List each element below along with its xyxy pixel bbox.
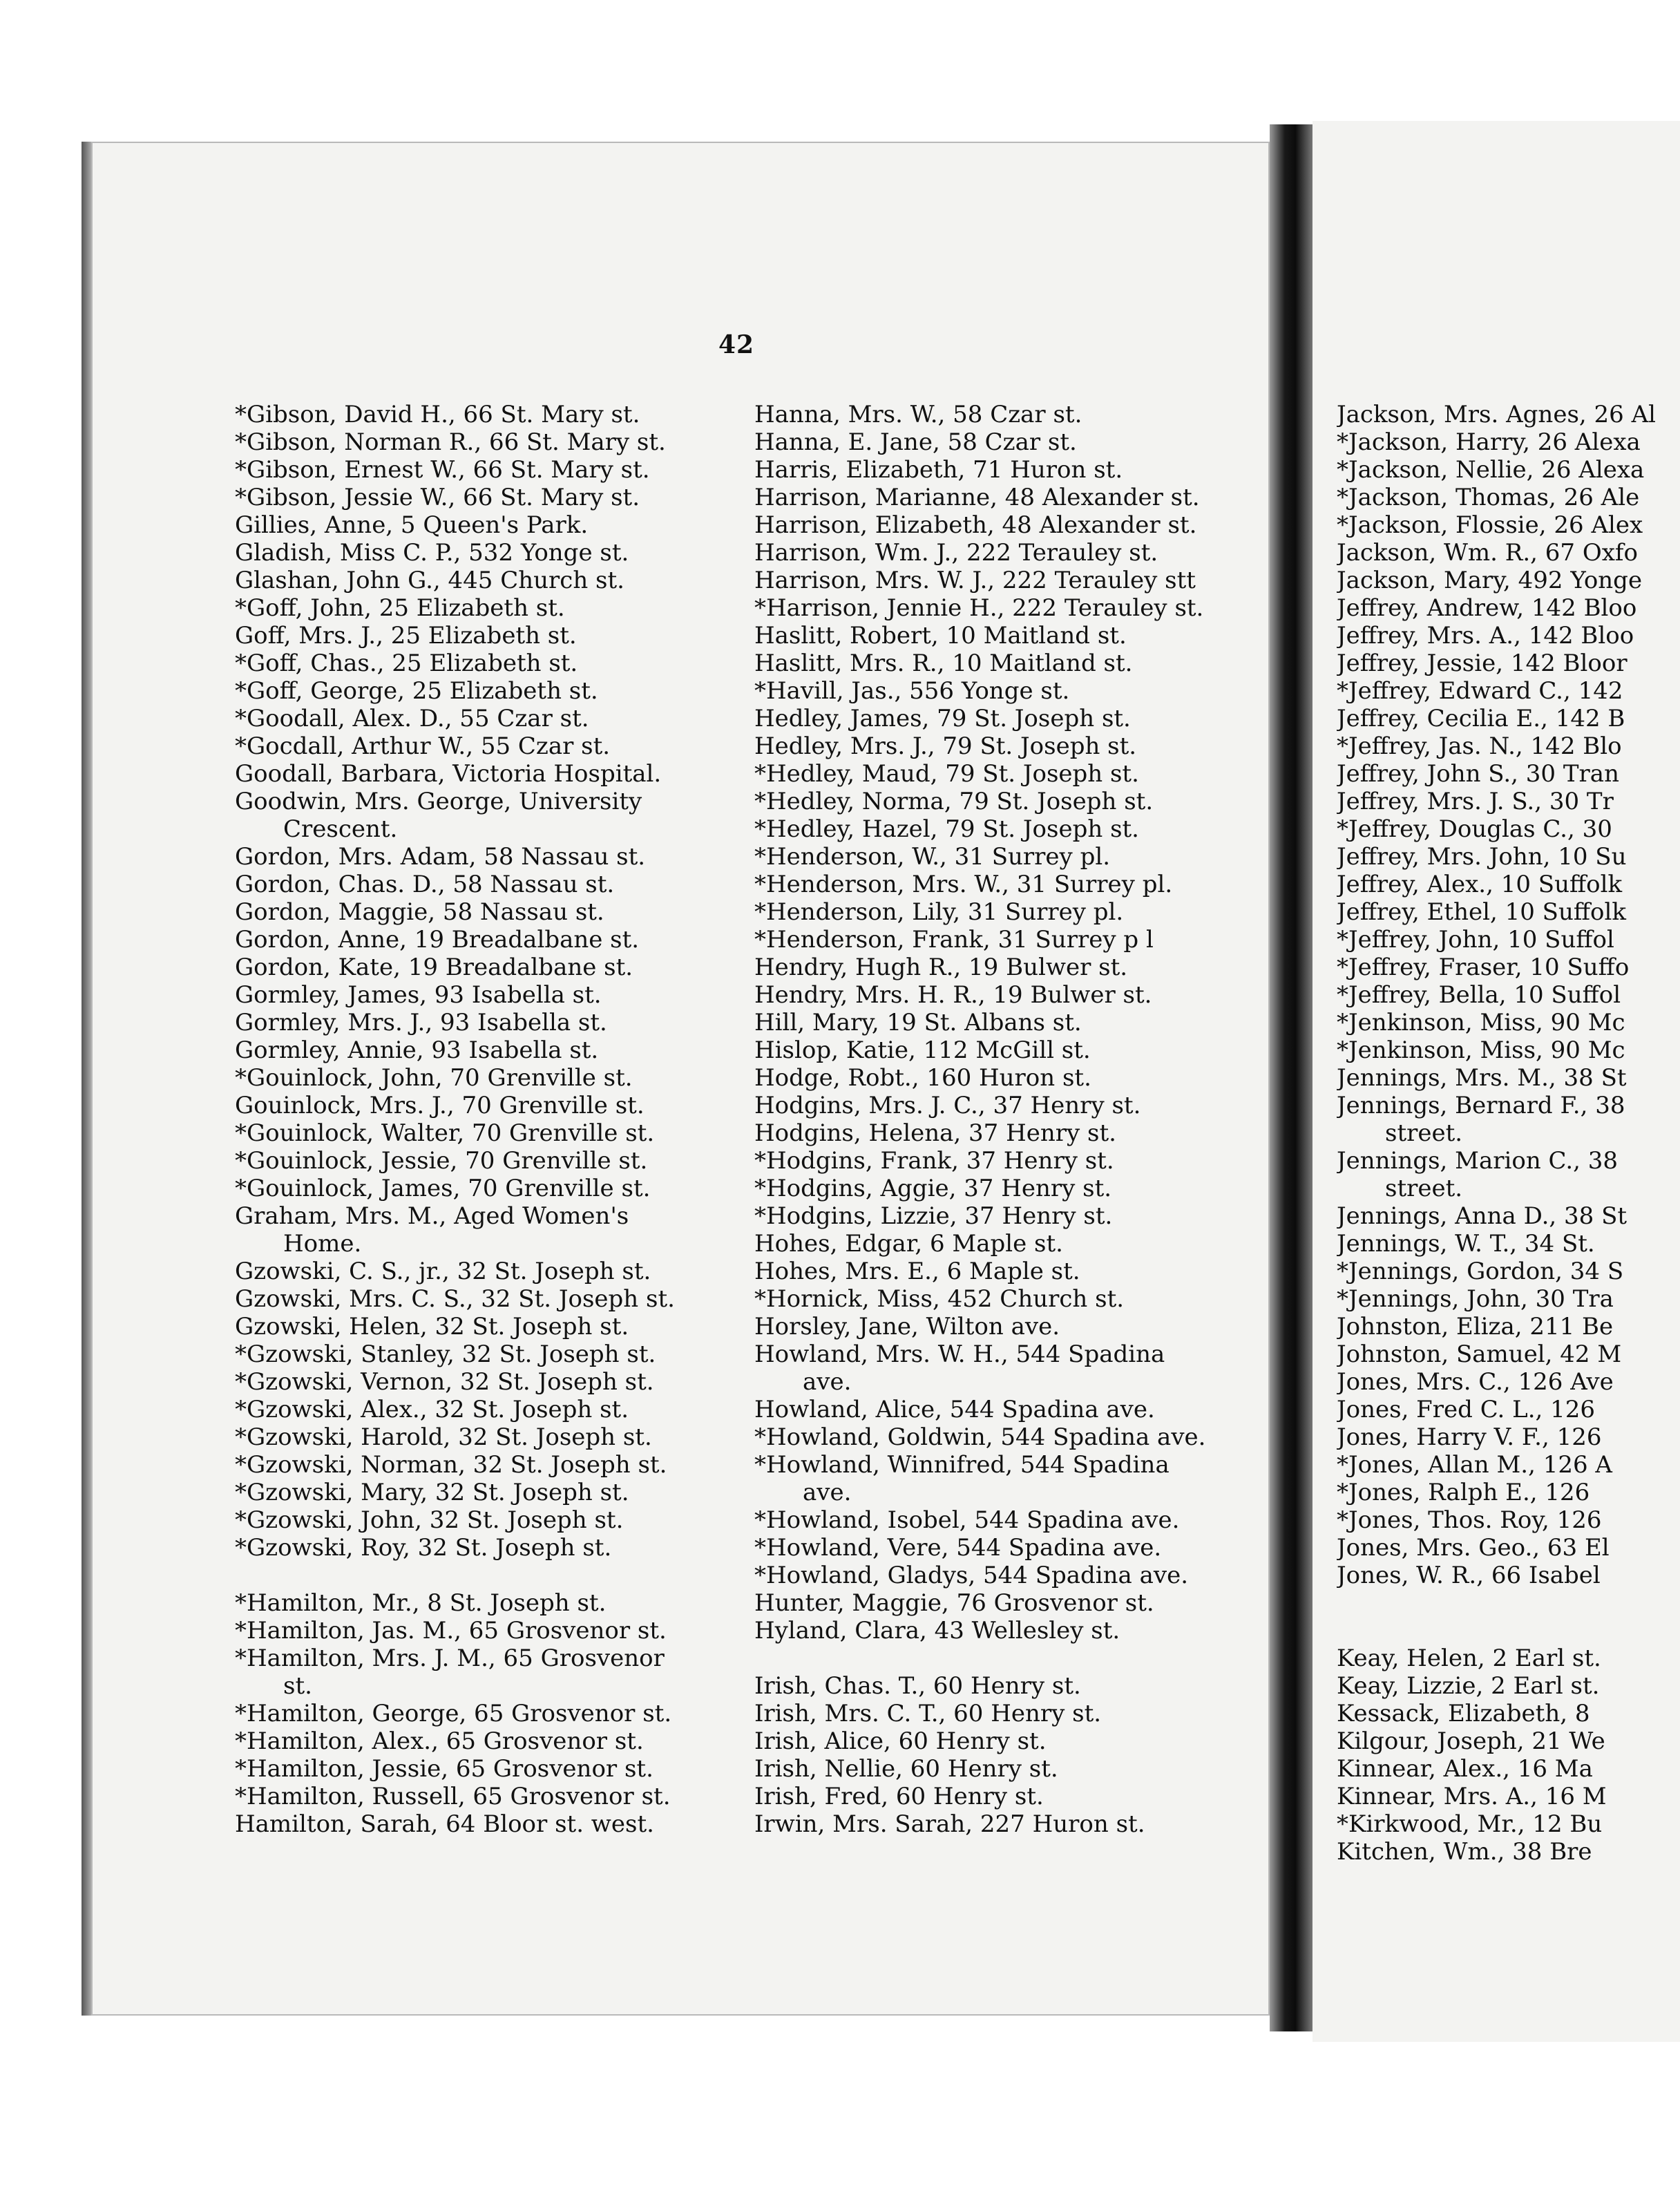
directory-entry: Gzowski, Helen, 32 St. Joseph st. — [235, 1313, 629, 1340]
directory-entry: Jeffrey, Alex., 10 Suffolk — [1337, 871, 1623, 898]
directory-entry: Jennings, Marion C., 38 — [1337, 1147, 1619, 1175]
directory-entry: *Jones, Ralph E., 126 — [1337, 1479, 1590, 1506]
directory-entry: Gormley, Annie, 93 Isabella st. — [235, 1036, 599, 1064]
directory-entry: *Gouinlock, John, 70 Grenville st. — [235, 1064, 633, 1092]
directory-entry: Gillies, Anne, 5 Queen's Park. — [235, 511, 589, 539]
directory-entry: Keay, Lizzie, 2 Earl st. — [1337, 1672, 1600, 1700]
directory-entry: Jeffrey, Mrs. A., 142 Bloo — [1337, 622, 1634, 650]
directory-entry: *Goodall, Alex. D., 55 Czar st. — [235, 705, 589, 732]
directory-entry: Hohes, Mrs. E., 6 Maple st. — [754, 1258, 1080, 1285]
directory-entry: *Hedley, Hazel, 79 St. Joseph st. — [754, 815, 1139, 843]
directory-entry: Kinnear, Mrs. A., 16 M — [1337, 1783, 1607, 1810]
directory-entry: Irwin, Mrs. Sarah, 227 Huron st. — [754, 1810, 1145, 1838]
directory-entry: *Henderson, W., 31 Surrey pl. — [754, 843, 1111, 871]
directory-entry: *Jeffrey, Douglas C., 30 — [1337, 815, 1612, 843]
directory-entry: Gordon, Mrs. Adam, 58 Nassau st. — [235, 843, 646, 871]
directory-entry: *Jenkinson, Miss, 90 Mc — [1337, 1009, 1625, 1036]
directory-entry: Gzowski, Mrs. C. S., 32 St. Joseph st. — [235, 1285, 675, 1313]
directory-entry: *Jennings, Gordon, 34 S — [1337, 1258, 1624, 1285]
directory-entry: *Kirkwood, Mr., 12 Bu — [1337, 1810, 1603, 1838]
directory-entry: Haslitt, Mrs. R., 10 Maitland st. — [754, 650, 1133, 677]
directory-entry: *Jones, Allan M., 126 A — [1337, 1451, 1612, 1479]
directory-entry: *Hodgins, Aggie, 37 Henry st. — [754, 1175, 1112, 1202]
directory-entry: *Hedley, Norma, 79 St. Joseph st. — [754, 788, 1154, 815]
directory-entry: Goodwin, Mrs. George, University — [235, 788, 642, 815]
directory-entry: *Hamilton, George, 65 Grosvenor st. — [235, 1700, 672, 1727]
directory-entry: Hendry, Mrs. H. R., 19 Bulwer st. — [754, 981, 1152, 1009]
directory-entry: Jennings, Bernard F., 38 — [1337, 1092, 1625, 1119]
directory-entry: Jackson, Wm. R., 67 Oxfo — [1337, 539, 1638, 567]
directory-entry: Kessack, Elizabeth, 8 — [1337, 1700, 1590, 1727]
directory-entry: *Gzowski, Stanley, 32 St. Joseph st. — [235, 1340, 656, 1368]
directory-entry: *Gzowski, Roy, 32 St. Joseph st. — [235, 1534, 612, 1562]
directory-entry: Hedley, Mrs. J., 79 St. Joseph st. — [754, 732, 1137, 760]
directory-entry: Howland, Mrs. W. H., 544 Spadina — [754, 1340, 1165, 1368]
directory-entry: Jeffrey, Mrs. J. S., 30 Tr — [1337, 788, 1614, 815]
directory-entry-continuation: street. — [1385, 1119, 1463, 1147]
directory-entry: *Jackson, Harry, 26 Alexa — [1337, 428, 1641, 456]
directory-entry: Jeffrey, Ethel, 10 Suffolk — [1337, 898, 1626, 926]
directory-entry: *Gzowski, John, 32 St. Joseph st. — [235, 1506, 624, 1534]
directory-entry: *Jeffrey, John, 10 Suffol — [1337, 926, 1614, 954]
directory-entry: Harrison, Wm. J., 222 Terauley st. — [754, 539, 1158, 567]
directory-entry: Irish, Alice, 60 Henry st. — [754, 1727, 1047, 1755]
section-gap — [1337, 1589, 1680, 1617]
directory-entry: *Howland, Gladys, 544 Spadina ave. — [754, 1562, 1189, 1589]
directory-entry: Irish, Chas. T., 60 Henry st. — [754, 1672, 1081, 1700]
directory-entry: Kinnear, Alex., 16 Ma — [1337, 1755, 1593, 1783]
directory-entry: Kitchen, Wm., 38 Bre — [1337, 1838, 1592, 1866]
directory-column-left — [235, 401, 675, 1838]
directory-entry: *Gocdall, Arthur W., 55 Czar st. — [235, 732, 611, 760]
directory-entry: Jennings, W. T., 34 St. — [1337, 1230, 1595, 1258]
section-gap — [235, 1562, 675, 1589]
directory-entry: *Howland, Isobel, 544 Spadina ave. — [754, 1506, 1180, 1534]
directory-entry: *Goff, John, 25 Elizabeth st. — [235, 594, 565, 622]
directory-entry: *Hamilton, Alex., 65 Grosvenor st. — [235, 1727, 644, 1755]
directory-entry-continuation: ave. — [803, 1368, 852, 1396]
directory-entry: Irish, Mrs. C. T., 60 Henry st. — [754, 1700, 1102, 1727]
directory-entry: Gormley, James, 93 Isabella st. — [235, 981, 602, 1009]
directory-entry: *Jenkinson, Miss, 90 Mc — [1337, 1036, 1625, 1064]
directory-entry: Hanna, Mrs. W., 58 Czar st. — [754, 401, 1082, 428]
directory-entry: Harrison, Mrs. W. J., 222 Terauley stt — [754, 567, 1196, 594]
directory-entry: Haslitt, Robert, 10 Maitland st. — [754, 622, 1127, 650]
directory-entry: *Hodgins, Lizzie, 37 Henry st. — [754, 1202, 1113, 1230]
directory-entry: *Hodgins, Frank, 37 Henry st. — [754, 1147, 1114, 1175]
directory-entry: *Gibson, Jessie W., 66 St. Mary st. — [235, 484, 640, 511]
directory-entry: *Gzowski, Harold, 32 St. Joseph st. — [235, 1423, 652, 1451]
directory-entry: *Jeffrey, Fraser, 10 Suffo — [1337, 954, 1630, 981]
directory-entry: *Goff, George, 25 Elizabeth st. — [235, 677, 598, 705]
directory-entry: Hendry, Hugh R., 19 Bulwer st. — [754, 954, 1128, 981]
directory-entry: *Jeffrey, Jas. N., 142 Blo — [1337, 732, 1622, 760]
directory-entry: Jeffrey, John S., 30 Tran — [1337, 760, 1619, 788]
directory-entry: *Howland, Goldwin, 544 Spadina ave. — [754, 1423, 1206, 1451]
directory-entry: *Gouinlock, Walter, 70 Grenville st. — [235, 1119, 655, 1147]
directory-entry: *Hamilton, Mrs. J. M., 65 Grosvenor — [235, 1645, 665, 1672]
directory-entry: Irish, Nellie, 60 Henry st. — [754, 1755, 1058, 1783]
directory-entry: Gormley, Mrs. J., 93 Isabella st. — [235, 1009, 607, 1036]
directory-entry: *Hornick, Miss, 452 Church st. — [754, 1285, 1125, 1313]
directory-entry: Jennings, Anna D., 38 St — [1337, 1202, 1628, 1230]
directory-entry: Hunter, Maggie, 76 Grosvenor st. — [754, 1589, 1154, 1617]
directory-entry: *Gzowski, Norman, 32 St. Joseph st. — [235, 1451, 667, 1479]
directory-entry: *Jennings, John, 30 Tra — [1337, 1285, 1614, 1313]
directory-entry: Jeffrey, Andrew, 142 Bloo — [1337, 594, 1637, 622]
directory-entry-continuation: ave. — [803, 1479, 852, 1506]
directory-entry: *Hamilton, Jas. M., 65 Grosvenor st. — [235, 1617, 667, 1645]
directory-entry: Gzowski, C. S., jr., 32 St. Joseph st. — [235, 1258, 651, 1285]
directory-entry: Howland, Alice, 544 Spadina ave. — [754, 1396, 1155, 1423]
directory-entry: Jeffrey, Cecilia E., 142 B — [1337, 705, 1625, 732]
directory-entry: *Gouinlock, Jessie, 70 Grenville st. — [235, 1147, 648, 1175]
directory-entry: *Henderson, Mrs. W., 31 Surrey pl. — [754, 871, 1173, 898]
directory-entry: *Howland, Vere, 544 Spadina ave. — [754, 1534, 1162, 1562]
directory-entry: *Jones, Thos. Roy, 126 — [1337, 1506, 1602, 1534]
directory-entry: Graham, Mrs. M., Aged Women's — [235, 1202, 629, 1230]
directory-entry: Kilgour, Joseph, 21 We — [1337, 1727, 1605, 1755]
directory-entry: Jackson, Mrs. Agnes, 26 Al — [1337, 401, 1657, 428]
directory-entry: Harrison, Marianne, 48 Alexander st. — [754, 484, 1200, 511]
directory-entry: Glashan, John G., 445 Church st. — [235, 567, 624, 594]
directory-entry: *Jackson, Nellie, 26 Alexa — [1337, 456, 1645, 484]
directory-entry: Johnston, Samuel, 42 M — [1337, 1340, 1622, 1368]
directory-entry: Jennings, Mrs. M., 38 St — [1337, 1064, 1627, 1092]
directory-entry: *Gouinlock, James, 70 Grenville st. — [235, 1175, 651, 1202]
directory-entry: Harris, Elizabeth, 71 Huron st. — [754, 456, 1123, 484]
directory-entry: *Jackson, Thomas, 26 Ale — [1337, 484, 1640, 511]
directory-entry: Jones, Fred C. L., 126 — [1337, 1396, 1596, 1423]
directory-entry: Gordon, Maggie, 58 Nassau st. — [235, 898, 604, 926]
directory-entry: *Hamilton, Russell, 65 Grosvenor st. — [235, 1783, 671, 1810]
directory-entry: Johnston, Eliza, 211 Be — [1337, 1313, 1614, 1340]
directory-entry: Keay, Helen, 2 Earl st. — [1337, 1645, 1601, 1672]
directory-entry: *Havill, Jas., 556 Yonge st. — [754, 677, 1070, 705]
section-gap — [1337, 1617, 1680, 1645]
directory-entry: Jones, W. R., 66 Isabel — [1337, 1562, 1601, 1589]
directory-entry: *Jeffrey, Bella, 10 Suffol — [1337, 981, 1621, 1009]
directory-entry: *Henderson, Frank, 31 Surrey p l — [754, 926, 1154, 954]
directory-entry: *Hamilton, Mr., 8 St. Joseph st. — [235, 1589, 607, 1617]
directory-entry: *Howland, Winnifred, 544 Spadina — [754, 1451, 1170, 1479]
directory-entry: *Jeffrey, Edward C., 142 — [1337, 677, 1623, 705]
directory-entry: Hamilton, Sarah, 64 Bloor st. west. — [235, 1810, 654, 1838]
directory-entry: Jones, Mrs. Geo., 63 El — [1337, 1534, 1610, 1562]
directory-entry: Jeffrey, Mrs. John, 10 Su — [1337, 843, 1627, 871]
book-gutter — [1270, 124, 1312, 2031]
directory-entry: Jones, Mrs. C., 126 Ave — [1337, 1368, 1614, 1396]
directory-entry: *Gibson, David H., 66 St. Mary st. — [235, 401, 640, 428]
directory-entry: Goodall, Barbara, Victoria Hospital. — [235, 760, 662, 788]
directory-entry: Hohes, Edgar, 6 Maple st. — [754, 1230, 1063, 1258]
directory-entry: Gladish, Miss C. P., 532 Yonge st. — [235, 539, 629, 567]
directory-entry-continuation: street. — [1385, 1175, 1463, 1202]
directory-entry: Gordon, Kate, 19 Breadalbane st. — [235, 954, 633, 981]
directory-entry: Harrison, Elizabeth, 48 Alexander st. — [754, 511, 1197, 539]
directory-entry: Hislop, Katie, 112 McGill st. — [754, 1036, 1091, 1064]
directory-entry-continuation: Home. — [283, 1230, 362, 1258]
directory-entry: Hodgins, Helena, 37 Henry st. — [754, 1119, 1116, 1147]
directory-entry: *Hamilton, Jessie, 65 Grosvenor st. — [235, 1755, 653, 1783]
directory-entry: *Hedley, Maud, 79 St. Joseph st. — [754, 760, 1139, 788]
directory-entry: Hodgins, Mrs. J. C., 37 Henry st. — [754, 1092, 1141, 1119]
directory-entry: Hodge, Robt., 160 Huron st. — [754, 1064, 1091, 1092]
directory-column-middle — [754, 401, 1205, 1838]
directory-entry-continuation: Crescent. — [283, 815, 398, 843]
directory-entry: *Gzowski, Vernon, 32 St. Joseph st. — [235, 1368, 654, 1396]
directory-entry: Gordon, Chas. D., 58 Nassau st. — [235, 871, 615, 898]
directory-entry: Jackson, Mary, 492 Yonge — [1337, 567, 1643, 594]
directory-column-right — [1337, 401, 1680, 1866]
directory-entry: Hedley, James, 79 St. Joseph st. — [754, 705, 1131, 732]
directory-entry: Hill, Mary, 19 St. Albans st. — [754, 1009, 1082, 1036]
directory-entry: Hyland, Clara, 43 Wellesley st. — [754, 1617, 1120, 1645]
page-number: 42 — [718, 330, 755, 359]
directory-entry: Gordon, Anne, 19 Breadalbane st. — [235, 926, 640, 954]
directory-entry: *Gzowski, Mary, 32 St. Joseph st. — [235, 1479, 629, 1506]
directory-entry: *Jackson, Flossie, 26 Alex — [1337, 511, 1643, 539]
directory-entry-continuation: st. — [283, 1672, 312, 1700]
directory-entry: *Gibson, Ernest W., 66 St. Mary st. — [235, 456, 650, 484]
directory-entry: Jones, Harry V. F., 126 — [1337, 1423, 1602, 1451]
directory-entry: Horsley, Jane, Wilton ave. — [754, 1313, 1060, 1340]
directory-entry: *Harrison, Jennie H., 222 Terauley st. — [754, 594, 1204, 622]
directory-entry: *Henderson, Lily, 31 Surrey pl. — [754, 898, 1124, 926]
section-gap — [754, 1645, 1205, 1672]
directory-entry: *Gibson, Norman R., 66 St. Mary st. — [235, 428, 666, 456]
directory-entry: Irish, Fred, 60 Henry st. — [754, 1783, 1044, 1810]
directory-entry: *Goff, Chas., 25 Elizabeth st. — [235, 650, 578, 677]
directory-entry: *Gzowski, Alex., 32 St. Joseph st. — [235, 1396, 629, 1423]
directory-entry: Hanna, E. Jane, 58 Czar st. — [754, 428, 1077, 456]
directory-entry: Gouinlock, Mrs. J., 70 Grenville st. — [235, 1092, 645, 1119]
directory-entry: Goff, Mrs. J., 25 Elizabeth st. — [235, 622, 577, 650]
directory-entry: Jeffrey, Jessie, 142 Bloor — [1337, 650, 1628, 677]
